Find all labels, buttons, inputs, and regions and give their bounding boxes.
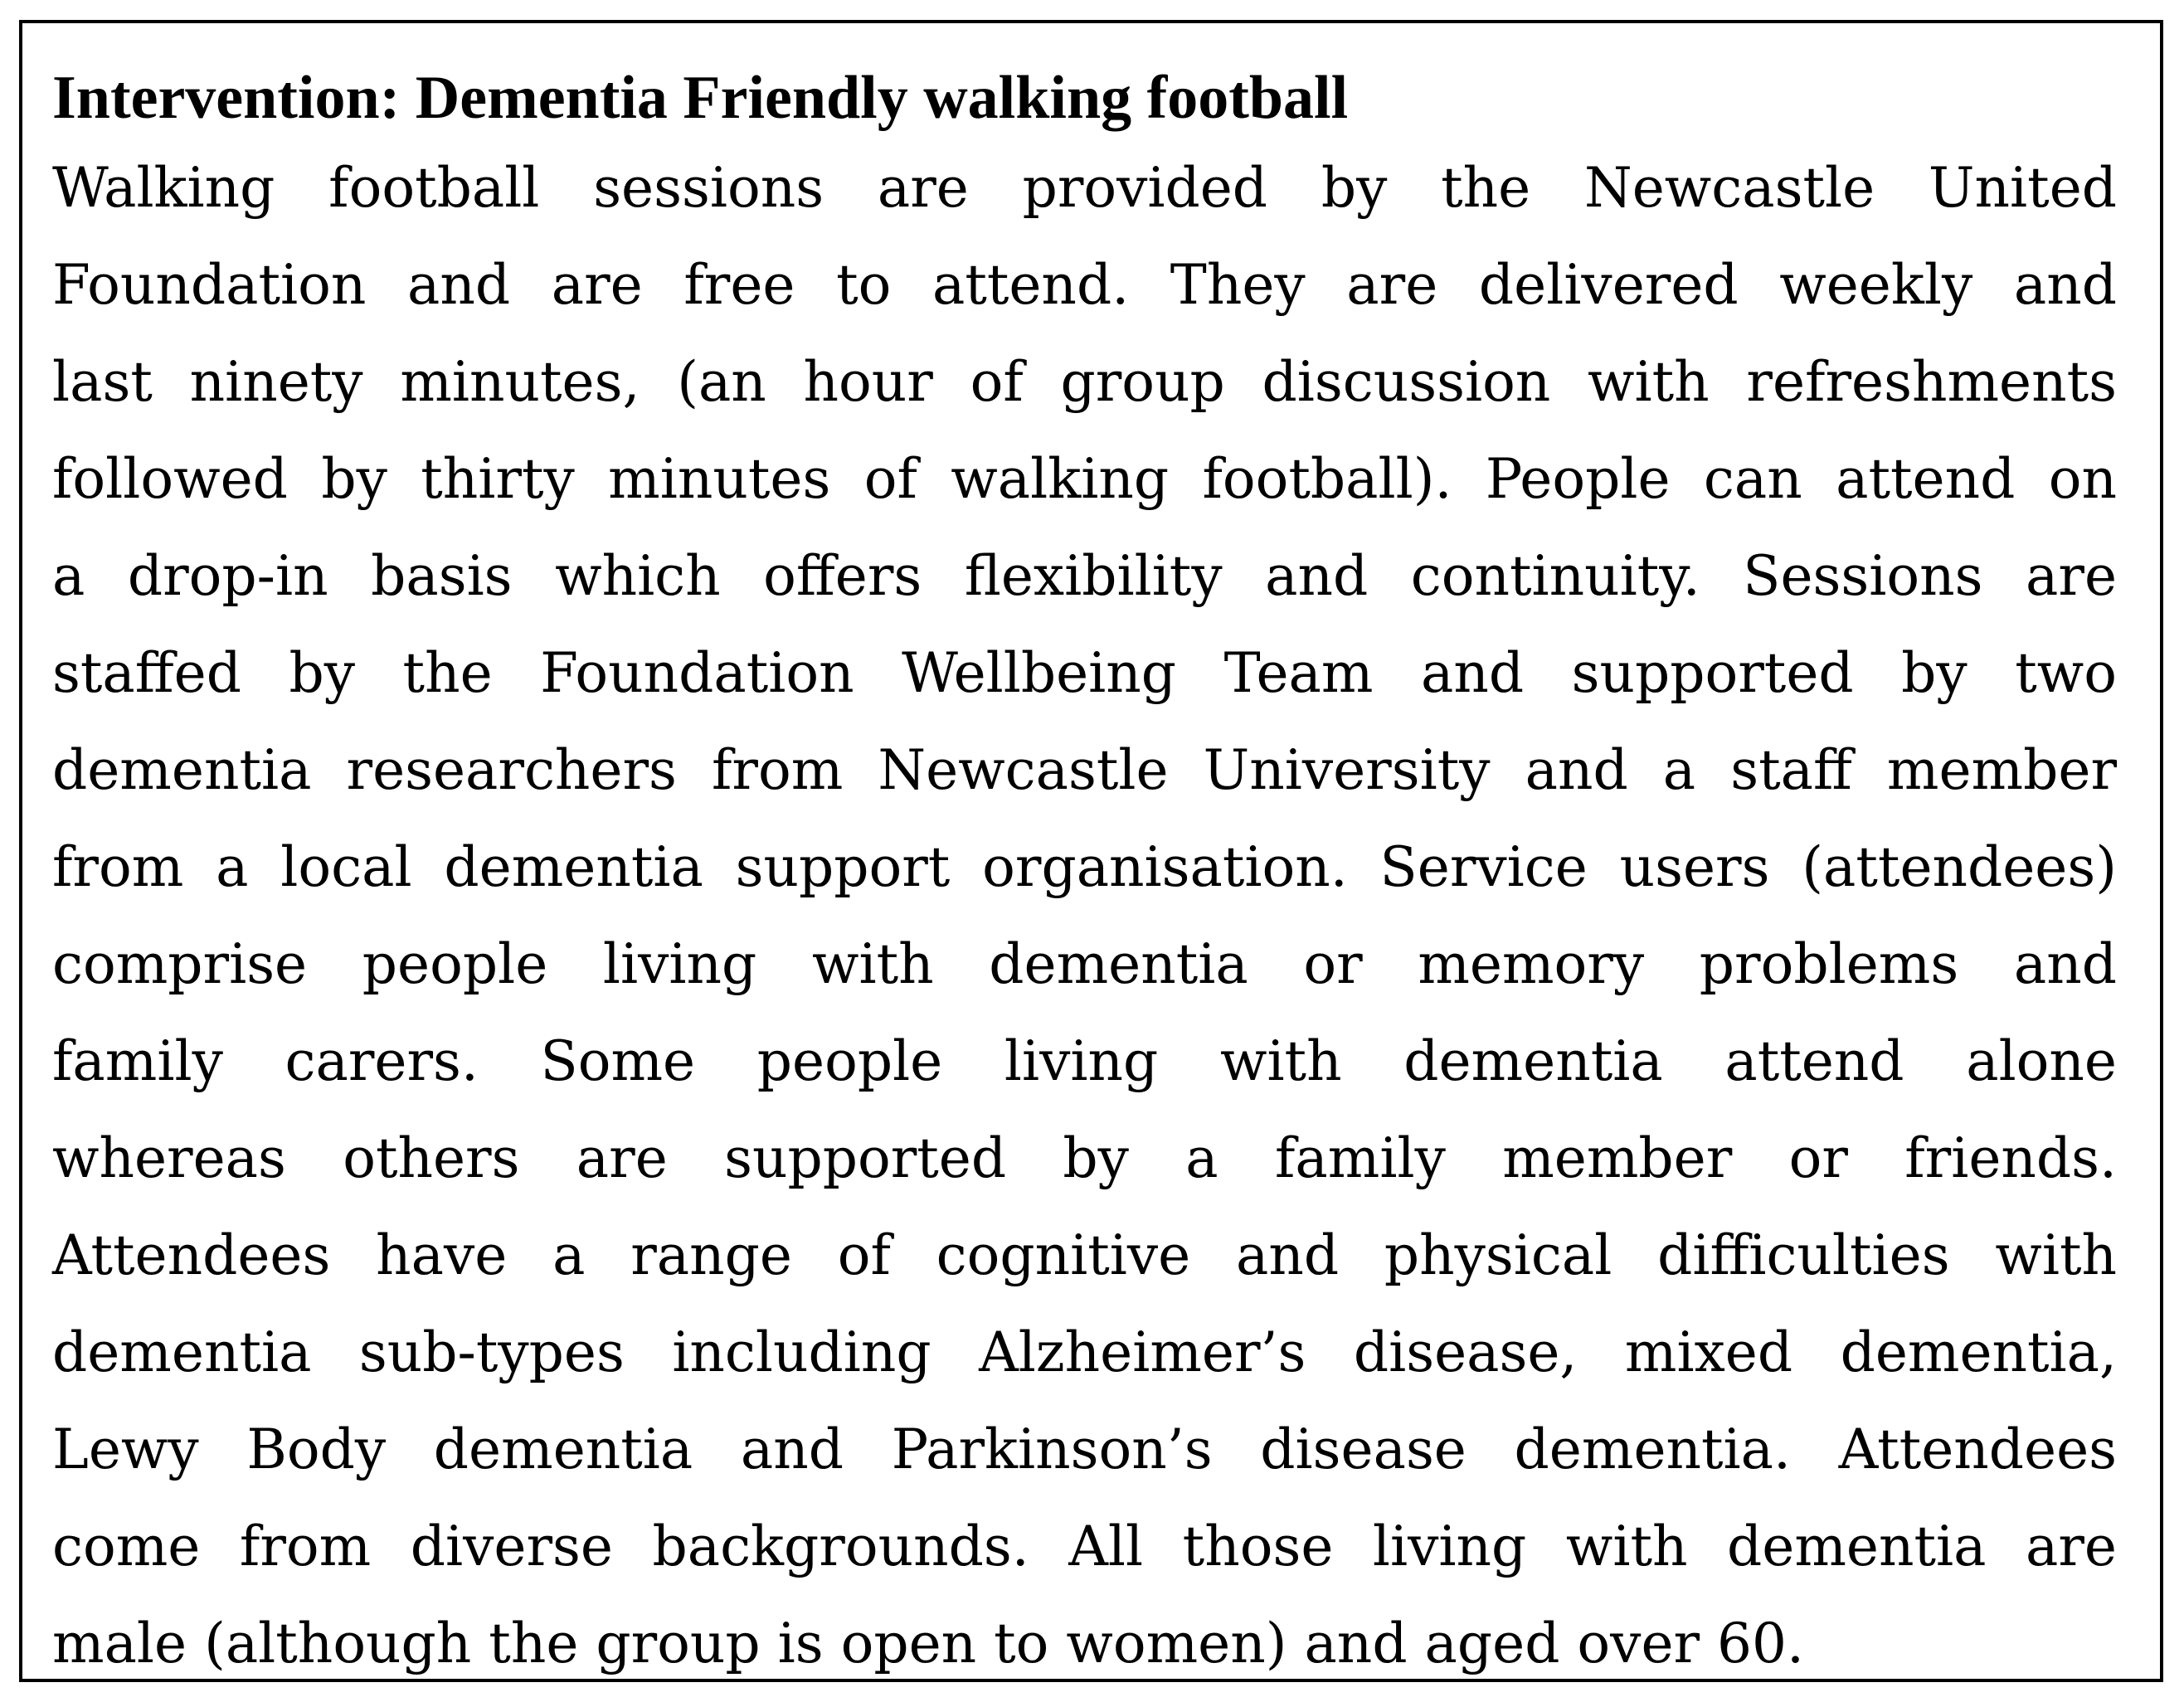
body-line: dementia researchers from Newcastle University and a staff member	[52, 738, 2117, 802]
body-line: a drop-in basis which offers flexibility and continuity. Sessions are	[52, 544, 2117, 608]
body-line: Attendees have a range of cognitive and physical difficulties with	[52, 1223, 2117, 1287]
box-title: Intervention: Dementia Friendly walking football	[52, 64, 1349, 132]
body-line: come from diverse backgrounds. All those living with dementia are	[52, 1515, 2117, 1578]
intervention-box	[19, 20, 2163, 1682]
body-line: followed by thirty minutes of walking football). People can attend on	[52, 447, 2117, 511]
body-line: Lewy Body dementia and Parkinson’s disease dementia. Attendees	[52, 1418, 2117, 1481]
body-line: Walking football sessions are provided by the Newcastle United	[52, 156, 2117, 220]
body-line: from a local dementia support organisation. Service users (attendees)	[52, 835, 2117, 899]
body-line: Foundation and are free to attend. They are delivered weekly and	[52, 253, 2117, 317]
box-body	[52, 139, 2117, 1692]
body-line: whereas others are supported by a family member or friends.	[52, 1126, 2117, 1190]
body-line: family carers. Some people living with dementia attend alone	[52, 1029, 2117, 1093]
body-line: staffed by the Foundation Wellbeing Team and supported by two	[52, 641, 2117, 705]
body-line: male (although the group is open to women) and aged over 60.	[52, 1612, 1804, 1675]
body-line: comprise people living with dementia or memory problems and	[52, 932, 2117, 996]
body-line: dementia sub-types including Alzheimer’s disease, mixed dementia,	[52, 1320, 2117, 1384]
body-line: last ninety minutes, (an hour of group discussion with refreshments	[52, 350, 2117, 414]
